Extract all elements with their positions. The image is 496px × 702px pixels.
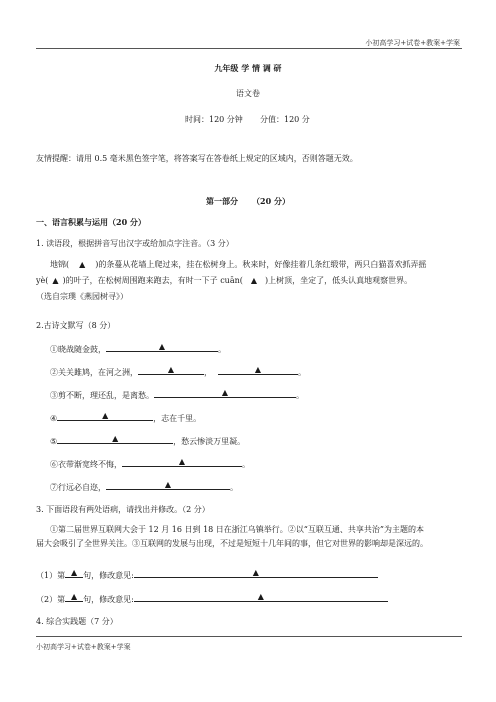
q2-item2-marker2: ▲ [254,365,262,374]
q3-answer2 [36,593,388,605]
q2-item7-text: ⑦行远必自迩， [50,483,106,492]
q2-item4-text: ，志在千里。 [153,414,202,423]
q2-item2-blank2[interactable] [218,366,298,375]
footer-brand: 小初高学习+试卷+教案+学案 [36,643,131,651]
header-brand: 小初高学习+试卷+教案+学案 [365,39,460,47]
q2-item7 [50,481,238,493]
q2-item4-num: ④ [50,414,58,423]
q3-para-line1: ①第二届世界互联网大会于 12 月 16 日到 18 日在浙江乌镇举行。②以“互联互通、共享共治”为主题的本 [50,525,424,534]
q2-item7-marker: ▲ [164,480,172,489]
part1-title-text: 第一部分 [206,196,239,206]
q3-stem: 3. 下面语段有两处语病，请找出并修改。（2 分） [36,505,210,514]
q2-item2 [50,366,306,378]
header-rule [36,48,462,49]
q1-line2-mid: )的叶子，在松树周围跑来跑去，有时一下子 cuān( [62,276,243,285]
q2-item3-marker: ▲ [221,388,229,397]
q3-answer1-label: （1）第 [36,571,66,580]
q3-answer1-blank[interactable] [65,569,83,578]
q3-answer1 [36,569,378,581]
q1-line2-start: yè( [36,276,49,285]
q3-answer2-label: （2）第 [36,595,66,604]
q2-item3-blank[interactable] [154,389,296,398]
q3-answer1-marker: ▲ [71,568,78,577]
q2-item6-punct: 。 [242,460,250,469]
q4-stem: 4. 综合实践题（7 分） [36,617,118,626]
footer-rule [36,636,462,637]
q2-item5-blank[interactable] [57,435,173,444]
q2-item6-blank[interactable] [122,458,242,467]
q3-answer1-text: 句，修改意见: [83,571,134,580]
q2-item1-punct: 。 [218,345,226,354]
exam-reminder: 友情提醒：请用 0.5 毫米黑色签字笔，将答案写在答卷纸上规定的区域内，否则答题无效。 [36,154,358,163]
q2-item2-marker1: ▲ [167,365,175,374]
exam-subject: 语文卷 [236,89,260,98]
q3-answer2-text: 句，修改意见: [83,595,134,604]
q2-item1-marker: ▲ [158,342,166,351]
q3-answer2-fix-marker: ▲ [257,592,264,601]
q2-item5 [50,435,245,447]
q1-line1-end: )的条蔓从花墙上爬过来，挂在松树身上。秋来时，好像挂着几条红缎带，两只白猫喜欢抓弄摇 [95,260,427,269]
q2-item4-blank[interactable] [57,412,153,421]
q2-item1-blank[interactable] [106,343,218,352]
q3-answer2-blank[interactable] [65,593,83,602]
q2-item2-text: ②关关雎鸠，在河之洲， [50,368,138,377]
q3-paragraph [36,523,466,551]
q3-para-line2: 届大会吸引了全世界关注。③互联网的发展与出现，不过是短短十几年间的事，但它对世界的影响却是深远的。 [36,539,428,548]
section1-title: 一、语言积累与运用（20 分） [36,217,146,227]
q2-item6 [50,458,250,470]
q2-item5-text: ，愁云惨淡万里凝。 [173,437,246,446]
q2-item5-marker: ▲ [112,434,119,443]
q2-item7-blank[interactable] [106,481,230,490]
q2-item1-text: ①晓战随金鼓， [50,345,106,354]
q2-item2-punct: 。 [298,368,306,377]
q1-line2-end: )上树顶，坐定了，低头认真地观察世界。 [265,276,413,285]
q3-answer1-fix[interactable] [134,569,378,578]
q1-paragraph [36,258,466,304]
q2-item3 [50,389,304,401]
part1-points: （20 分） [252,196,290,206]
q1-blank2-marker: ▲ [52,276,59,285]
q2-item6-marker: ▲ [178,457,186,466]
q1-blank1-marker: ▲ [79,260,86,269]
q1-blank3-marker: ▲ [250,276,258,285]
q3-answer2-fix[interactable] [134,593,388,602]
q2-item2-comma: ， [204,368,212,377]
q2-stem: 2.古诗文默写（8 分） [36,321,116,330]
q2-item7-punct: 。 [230,483,238,492]
exam-title: 九年级 学 情 调 研 [214,63,282,73]
q2-item4-marker: ▲ [102,411,109,420]
q1-stem: 1. 读语段，根据拼音写出汉字或给加点字注音。（3 分） [36,239,234,248]
q2-item4 [50,412,201,424]
q2-item3-punct: 。 [296,391,304,400]
q3-answer2-marker: ▲ [71,592,78,601]
q2-item3-text: ③剪不断，理还乱，是离愁。 [50,391,154,400]
q2-item5-num: ⑤ [50,437,58,446]
q1-source: （选自宗璞《燕园树寻》） [36,292,128,301]
q2-item2-blank1[interactable] [138,366,204,375]
q1-line1-start: 地锦( [50,260,70,269]
part1-title [0,196,496,207]
exam-time: 时间：120 分钟 [185,115,243,124]
exam-score: 分值：120 分 [260,115,310,124]
q2-item6-text: ⑥衣带渐宽终不悔， [50,460,122,469]
q3-answer1-fix-marker: ▲ [252,568,259,577]
q2-item1 [50,343,226,355]
